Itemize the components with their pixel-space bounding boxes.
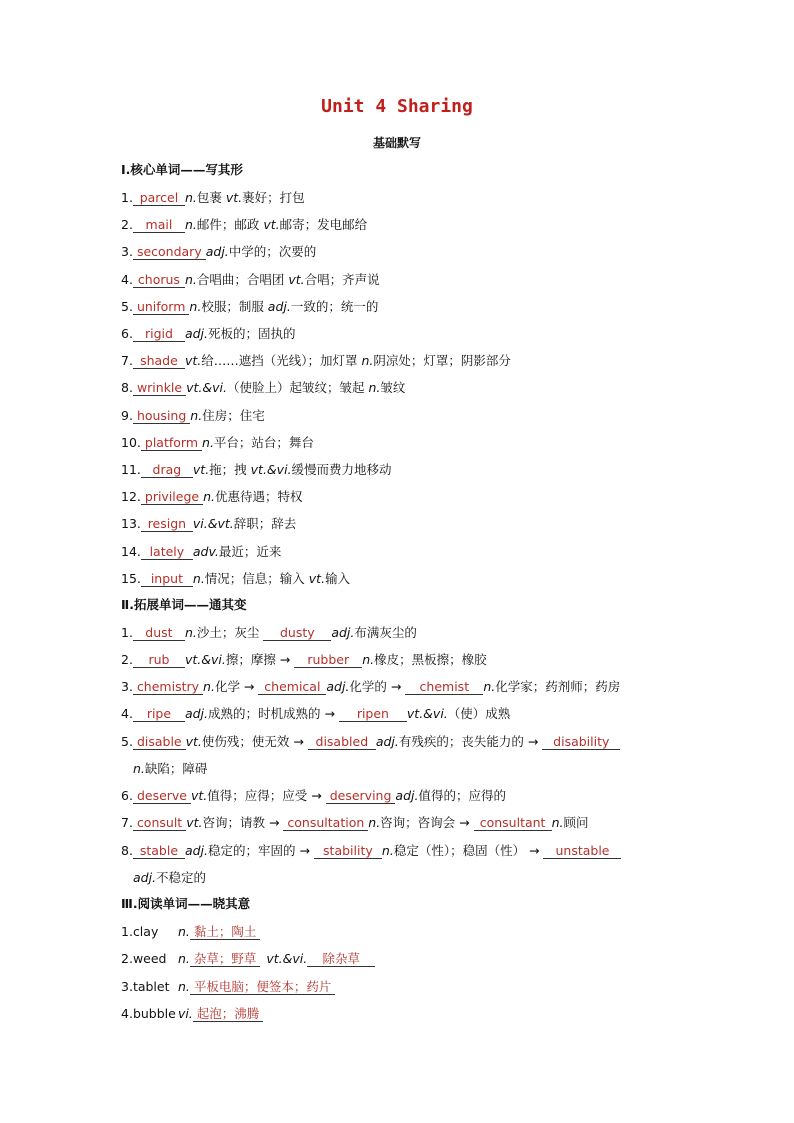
- definition: 化学家；药剂师；药房: [495, 679, 621, 694]
- item-number: 8.: [121, 843, 133, 858]
- english-word: bubble: [132, 1005, 176, 1021]
- part-of-speech: vt.: [185, 734, 202, 749]
- definition: 成熟的；时机成熟的 →: [207, 706, 339, 721]
- definition: 咨询；请教 →: [202, 815, 284, 830]
- part-of-speech: vt.&vi.: [406, 706, 448, 721]
- definition: 死板的；固执的: [207, 326, 296, 341]
- answer-blank: dust: [133, 626, 185, 641]
- definition: 辞职；辞去: [233, 516, 297, 532]
- word-item: [121, 544, 281, 560]
- answer-blank: chemistry: [133, 680, 203, 695]
- answer-blank: consultant: [474, 816, 552, 831]
- answer-blank: rub: [133, 653, 185, 668]
- definition: 沙土；灰尘: [196, 625, 264, 640]
- part-of-speech: vi.: [177, 1005, 193, 1021]
- item-number: 1.: [121, 625, 133, 640]
- word-item: [121, 299, 378, 315]
- answer-blank: housing: [133, 409, 190, 424]
- definition: 化学 →: [214, 679, 259, 694]
- part-of-speech: adj.: [133, 870, 157, 885]
- part-of-speech: vt.: [263, 217, 280, 233]
- item-number: 12.: [121, 489, 141, 505]
- definition: 值得；应得；应受 →: [207, 788, 326, 803]
- item-number: 5.: [121, 734, 133, 749]
- part-of-speech: n.: [184, 217, 197, 233]
- answer-blank: dusty: [263, 626, 331, 641]
- answer-blank: rubber: [294, 653, 362, 668]
- answer-blank: 黏土；陶土: [190, 925, 261, 940]
- answer-blank: unstable: [543, 844, 621, 859]
- page-title: Unit 4 Sharing: [321, 96, 473, 117]
- answer-blank: 杂草；野草: [190, 952, 261, 967]
- part-of-speech: vt.&vi.: [186, 380, 227, 396]
- word-family-item: [121, 734, 620, 750]
- definition: 优惠待遇；特权: [215, 489, 303, 505]
- answer-blank: deserving: [326, 789, 396, 804]
- answer-blank: stable: [133, 844, 185, 859]
- item-number: 6.: [121, 326, 133, 341]
- part-of-speech: n.: [361, 353, 374, 369]
- item-number: 4.: [121, 1005, 133, 1021]
- part-of-speech: n.: [381, 843, 394, 858]
- definition: （使脸上）起皱纹；皱起: [226, 380, 369, 396]
- item-number: 7.: [121, 353, 133, 369]
- definition: 咨询；咨询会 →: [380, 815, 474, 830]
- answer-blank: uniform: [133, 300, 189, 315]
- part-of-speech: n.: [368, 815, 381, 830]
- answer-blank: 平板电脑；便签本；药片: [190, 980, 336, 995]
- answer-blank: input: [141, 572, 193, 587]
- part-of-speech: n.: [368, 380, 381, 396]
- page-subtitle: 基础默写: [372, 136, 421, 150]
- english-word: weed: [132, 951, 167, 967]
- reading-word-item: [121, 924, 260, 940]
- word-family-item: [121, 788, 506, 804]
- word-item: [121, 353, 511, 369]
- part-of-speech: adj.: [184, 843, 208, 858]
- definition: 阴凉处；灯罩；阴影部分: [373, 353, 511, 369]
- definition: 一致的；统一的: [290, 298, 379, 314]
- word-item: [121, 489, 303, 505]
- part-of-speech: vt.: [225, 190, 243, 205]
- english-word: tablet: [132, 978, 170, 994]
- answer-blank: stability: [314, 844, 382, 859]
- answer-blank: chorus: [133, 273, 185, 288]
- answer-blank: ripen: [339, 707, 407, 722]
- item-number: 4.: [121, 271, 133, 287]
- item-number: 2.: [121, 951, 133, 967]
- answer-blank: disable: [133, 735, 186, 750]
- part-of-speech: n.: [184, 271, 197, 287]
- part-of-speech: vt.&vi.: [250, 462, 292, 477]
- part-of-speech: n.: [177, 924, 190, 939]
- definition: 最近；近来: [218, 543, 282, 559]
- part-of-speech: adj.: [184, 706, 208, 721]
- section-header-extended-words: Ⅱ.拓展单词——通其变: [121, 597, 247, 612]
- item-number: 6.: [121, 788, 133, 803]
- word-family-item: [121, 815, 589, 831]
- definition: 拖；拽: [209, 462, 251, 477]
- item-number: 8.: [121, 380, 133, 396]
- item-number: 9.: [121, 407, 133, 423]
- item-number: 1.: [121, 190, 133, 205]
- answer-blank: resign: [141, 517, 193, 532]
- item-number: 5.: [121, 298, 133, 314]
- definition: 给……遮挡（光线）；加灯罩: [201, 353, 362, 369]
- definition: 缓慢而费力地移动: [291, 462, 392, 477]
- part-of-speech: adj.: [331, 625, 355, 640]
- part-of-speech: n.: [483, 679, 496, 694]
- word-family-item: [121, 706, 510, 722]
- definition: 情况；信息；输入: [204, 570, 309, 586]
- part-of-speech: n.: [177, 978, 190, 994]
- section-header-core-words: Ⅰ.核心单词——写其形: [121, 162, 243, 177]
- definition: 邮件；邮政: [196, 217, 264, 233]
- definition: 化学的 →: [349, 679, 406, 694]
- answer-blank: lately: [141, 545, 193, 560]
- word-item: [121, 408, 265, 424]
- definition: 输入: [325, 570, 351, 586]
- definition: 裹好；打包: [242, 190, 305, 205]
- part-of-speech: n.: [192, 570, 205, 586]
- definition: 擦；摩擦 →: [225, 652, 295, 667]
- item-number: 11.: [121, 462, 141, 477]
- part-of-speech: adv.: [192, 543, 219, 559]
- part-of-speech: n.: [133, 761, 145, 776]
- definition: 平台；站台；舞台: [213, 434, 314, 450]
- part-of-speech: n.: [203, 489, 216, 505]
- part-of-speech: n.: [190, 407, 203, 423]
- reading-word-item: [121, 1006, 263, 1022]
- part-of-speech: n.: [551, 815, 564, 830]
- item-number: 13.: [121, 516, 141, 532]
- word-item: [121, 380, 405, 396]
- answer-blank: chemical: [258, 680, 326, 695]
- definition: 橡皮；黑板擦；橡胶: [374, 652, 487, 667]
- word-item: [121, 190, 305, 206]
- part-of-speech: vt.: [186, 815, 203, 830]
- part-of-speech: vt.: [288, 271, 305, 287]
- definition: 邮寄；发电邮给: [279, 217, 368, 233]
- part-of-speech: adj.: [267, 298, 291, 314]
- definition: 值得的；应得的: [418, 788, 506, 803]
- part-of-speech: n.: [362, 652, 375, 667]
- word-item: [121, 462, 392, 478]
- word-item: [121, 571, 350, 587]
- answer-blank: privilege: [141, 490, 203, 505]
- item-number: 7.: [121, 815, 133, 830]
- definition: 包裹: [196, 190, 226, 205]
- definition: 使伤残；使无效 →: [201, 734, 308, 749]
- definition: 顾问: [563, 815, 589, 830]
- item-number: 2.: [121, 217, 133, 233]
- answer-blank: chemist: [405, 680, 483, 695]
- word-item: [121, 217, 367, 233]
- item-number: 3.: [121, 679, 133, 694]
- definition: 合唱；齐声说: [304, 271, 380, 287]
- word-item: [121, 244, 316, 260]
- item-number: 3.: [121, 978, 133, 994]
- word-item: [121, 272, 380, 288]
- section-header-reading-words: Ⅲ.阅读单词——晓其意: [121, 896, 251, 911]
- part-of-speech: n.: [177, 951, 190, 967]
- item-number: 1.: [121, 924, 133, 939]
- part-of-speech: vt.&vi.: [266, 951, 308, 967]
- reading-word-item: [121, 979, 335, 995]
- part-of-speech: adj.: [395, 788, 419, 803]
- word-family-item: [121, 652, 487, 668]
- item-number: 14.: [121, 543, 141, 559]
- part-of-speech: n.: [184, 625, 197, 640]
- item-number: 3.: [121, 244, 133, 260]
- part-of-speech: n.: [189, 298, 202, 314]
- part-of-speech: adj.: [375, 734, 399, 749]
- answer-blank: consultation: [283, 816, 368, 831]
- item-number: 15.: [121, 570, 141, 586]
- answer-blank: platform: [141, 436, 202, 451]
- definition: 皱纹: [380, 380, 406, 396]
- definition: 不稳定的: [156, 870, 207, 885]
- definition: 有残疾的；丧失能力的 →: [398, 734, 543, 749]
- answer-blank: disability: [542, 735, 620, 750]
- answer-blank: secondary: [133, 245, 206, 260]
- word-family-item: [121, 625, 417, 641]
- word-item: [121, 516, 296, 532]
- answer-blank: ripe: [133, 707, 185, 722]
- answer-blank: disabled: [308, 735, 376, 750]
- answer-blank: mail: [133, 218, 185, 233]
- english-word: clay: [132, 924, 159, 939]
- word-family-continuation: [133, 870, 206, 886]
- definition: 稳定（性）；稳固（性） →: [393, 843, 544, 858]
- definition: 合唱曲；合唱团: [196, 271, 289, 287]
- word-family-item: [121, 679, 620, 695]
- definition: 缺陷；障碍: [144, 761, 208, 776]
- word-family-continuation: [133, 761, 207, 777]
- part-of-speech: vt.&vi.: [184, 652, 226, 667]
- part-of-speech: vt.: [308, 570, 326, 586]
- word-family-item: [121, 843, 621, 859]
- definition: 住房；住宅: [202, 407, 265, 423]
- part-of-speech: vt.: [184, 353, 202, 369]
- answer-blank: rigid: [133, 327, 185, 342]
- definition: 中学的；次要的: [228, 244, 317, 260]
- reading-word-item: [121, 951, 375, 967]
- answer-blank: wrinkle: [133, 381, 186, 396]
- part-of-speech: vi.&vt.: [192, 516, 234, 532]
- part-of-speech: adj.: [326, 679, 350, 694]
- answer-blank: deserve: [133, 789, 191, 804]
- answer-blank: shade: [133, 354, 185, 369]
- item-number: 2.: [121, 652, 133, 667]
- definition: （使）成熟: [447, 706, 511, 721]
- part-of-speech: vt.: [192, 462, 210, 477]
- item-number: 10.: [121, 434, 141, 450]
- item-number: 4.: [121, 706, 133, 721]
- part-of-speech: n.: [184, 190, 197, 205]
- word-item: [121, 326, 296, 342]
- definition: 布满灰尘的: [354, 625, 417, 640]
- part-of-speech: vt.: [191, 788, 208, 803]
- word-item: [121, 435, 314, 451]
- definition: 稳定的；牢固的 →: [207, 843, 314, 858]
- answer-blank: drag: [141, 463, 193, 478]
- definition: 校服；制服: [201, 298, 268, 314]
- answer-blank: 除杂草: [307, 952, 375, 967]
- part-of-speech: n.: [203, 679, 215, 694]
- answer-blank: 起泡；沸腾: [193, 1007, 264, 1022]
- part-of-speech: adj.: [184, 326, 208, 341]
- answer-blank: parcel: [133, 191, 185, 206]
- part-of-speech: n.: [202, 434, 214, 450]
- answer-blank: consult: [133, 816, 186, 831]
- part-of-speech: adj.: [205, 244, 229, 260]
